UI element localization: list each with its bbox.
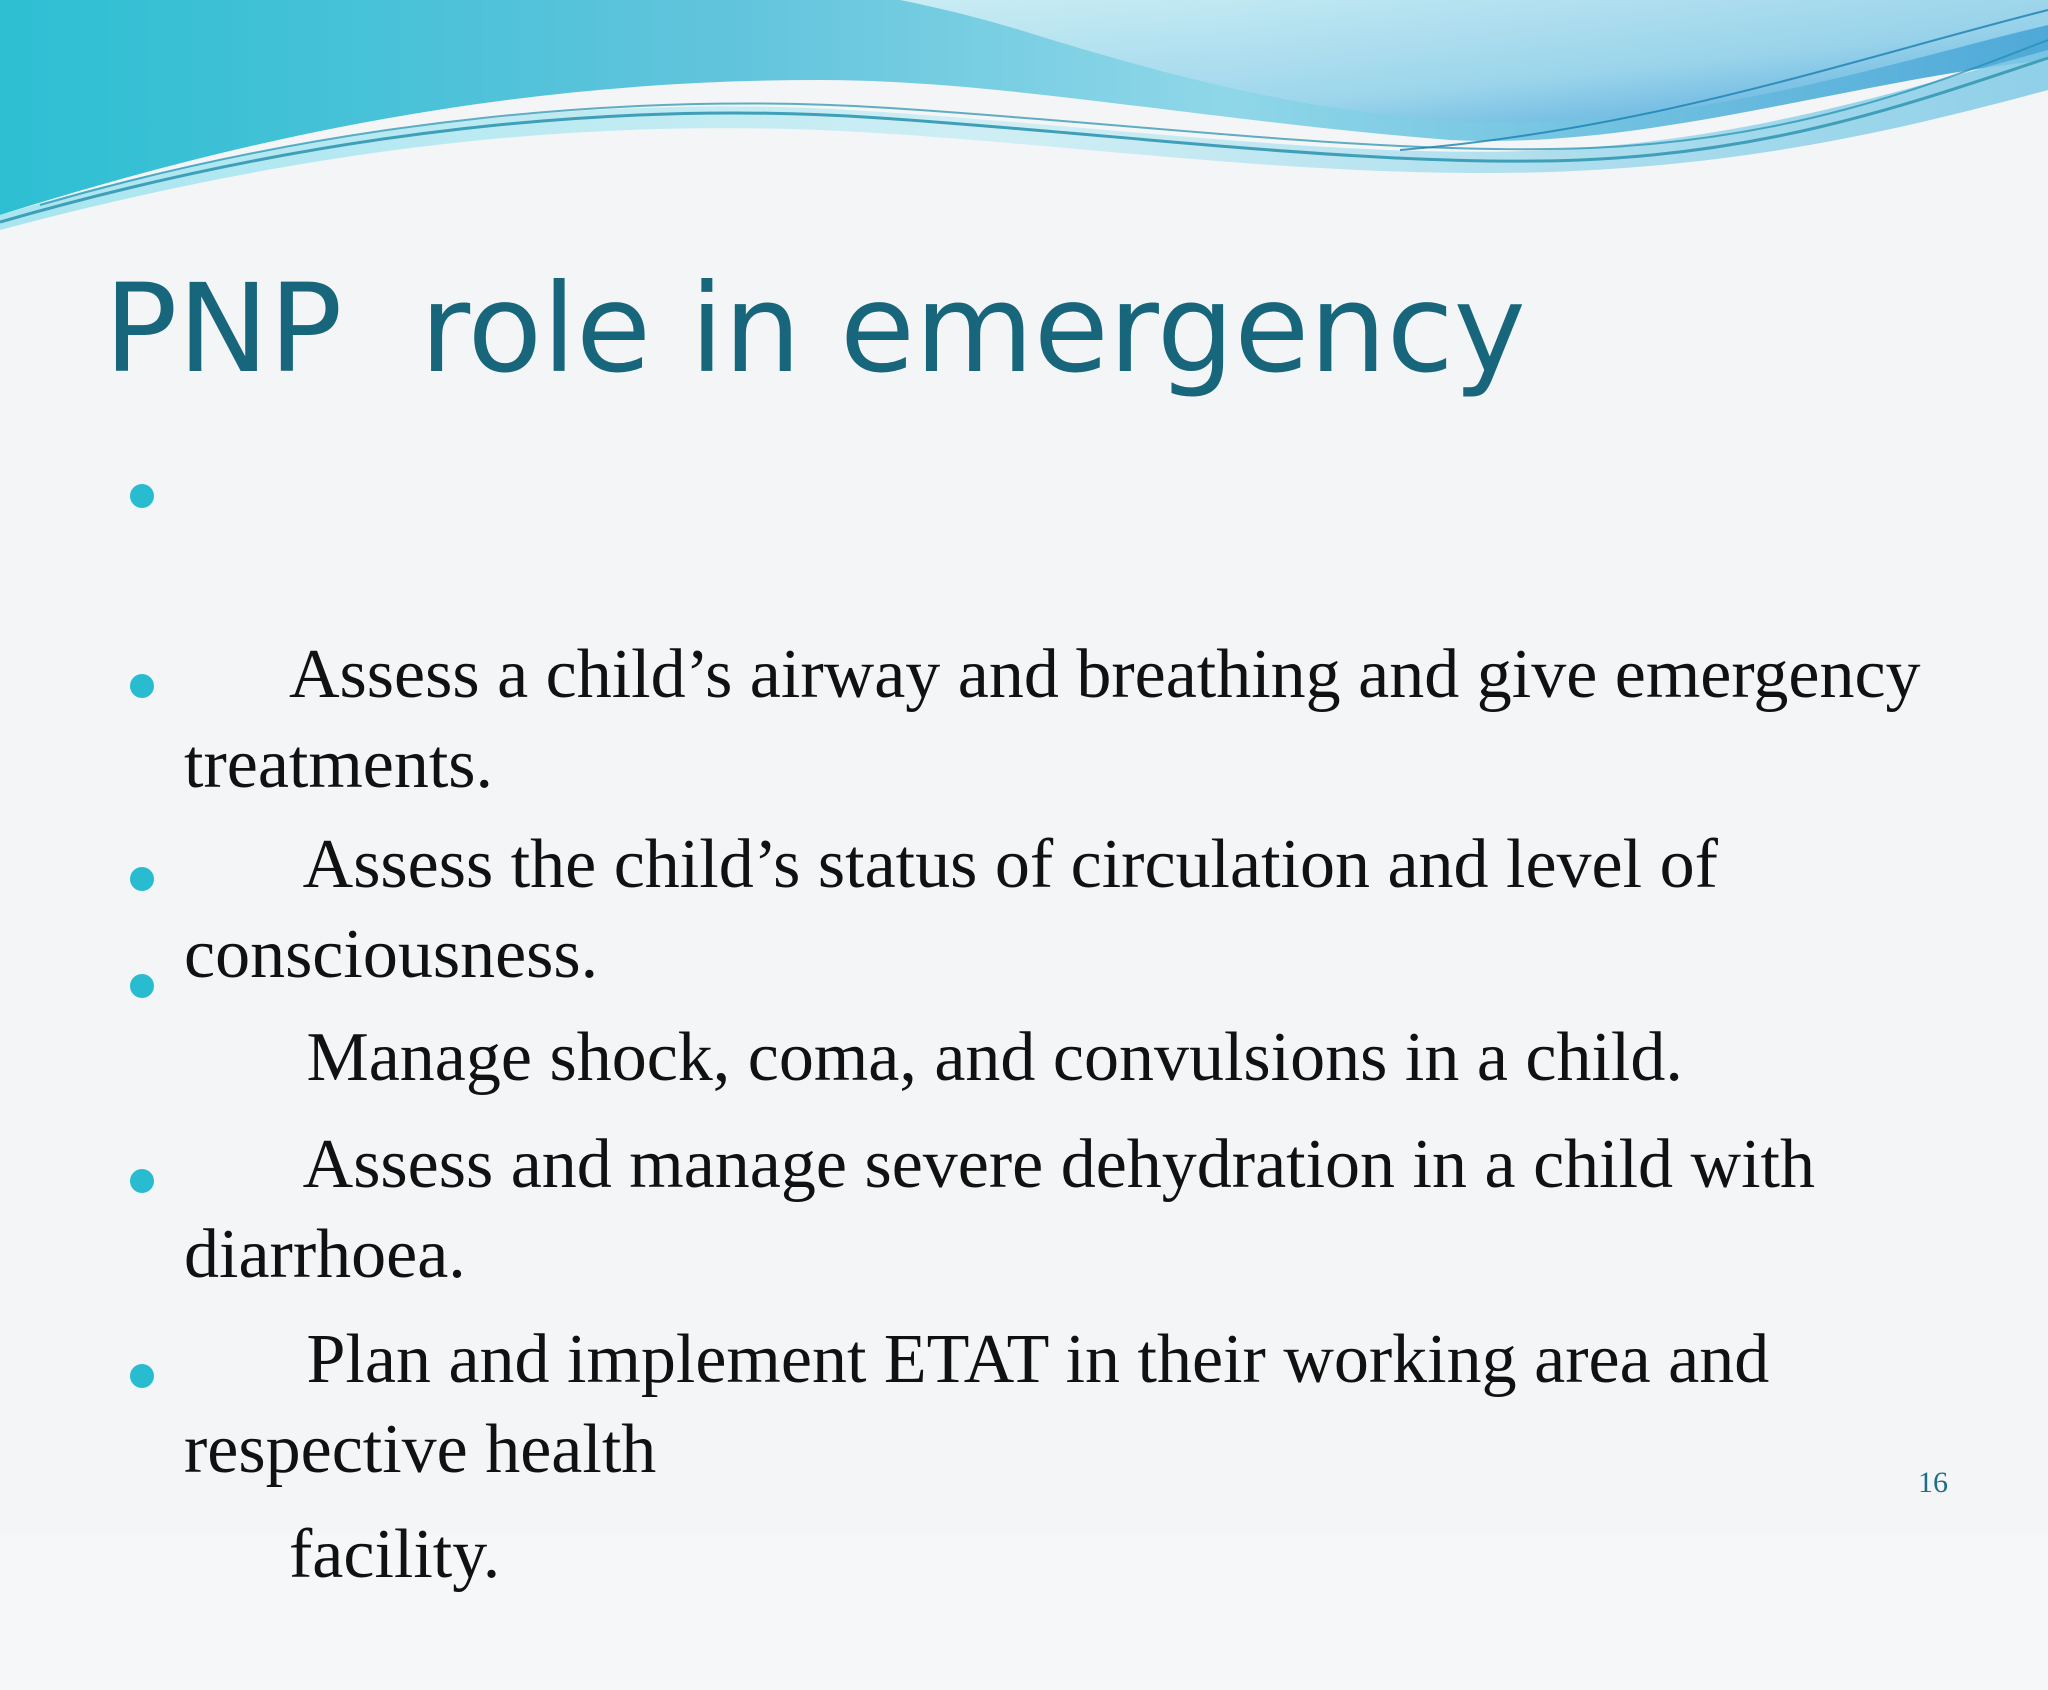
bullet-text: Assess and manage severe dehydration in a child with diarrhoea.: [184, 1126, 1833, 1293]
slide-title: PNP role in emergency: [104, 258, 1526, 400]
bullet-dot-icon: [130, 974, 154, 998]
bullet-dot-icon: [130, 867, 154, 891]
bullet-dot-icon: [130, 1169, 154, 1193]
bullet-item: [184, 1330, 1984, 1690]
bullet-text: Assess a child’s airway and breathing and give emergency treatments.: [184, 636, 1939, 803]
bullet-text: Plan and implement ETAT in their working area and respective health: [184, 1321, 1787, 1488]
page-number: 16: [1918, 1466, 1948, 1499]
bullet-text: Assess the child’s status of circulation and level of consciousness.: [184, 826, 1736, 993]
bullet-dot-icon: [130, 1364, 154, 1388]
bullet-text: facility.: [289, 1516, 501, 1593]
bullet-text: Manage shock, coma, and convulsions in a child.: [289, 1019, 1683, 1096]
bullet-dot-icon: [130, 674, 154, 698]
wave-header-decoration: [0, 0, 2048, 240]
bullet-dot-icon: [130, 484, 154, 508]
